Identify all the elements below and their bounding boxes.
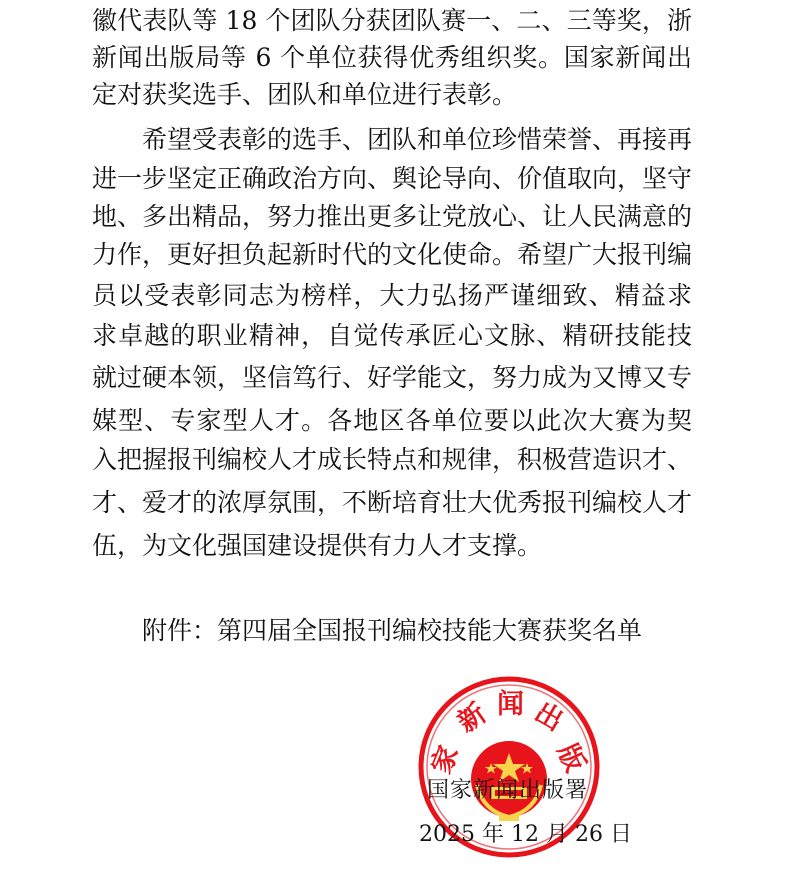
- body-line: 才、爱才的浓厚氛围，不断培育壮大优秀报刊编校人才: [92, 488, 692, 517]
- body-line: 地、多出精品，努力推出更多让党放心、让人民满意的: [92, 202, 692, 231]
- body-line: 伍，为文化强国建设提供有力人才支撑。: [92, 531, 543, 560]
- body-line: 力作，更好担负起新时代的文化使命。希望广大报刊编: [92, 240, 692, 269]
- body-line: 媒型、专家型人才。各地区各单位要以此次大赛为契: [92, 406, 692, 435]
- svg-text:家: 家: [425, 741, 465, 779]
- body-line: 进一步坚定正确政治方向、舆论导向、价值取向，坚守: [92, 164, 692, 193]
- body-line: 新闻出版局等 6 个单位获得优秀组织奖。国家新闻出: [92, 43, 692, 72]
- body-line: 求卓越的职业精神，自觉传承匠心文脉、精研技能技: [92, 321, 692, 350]
- body-line: 定对获奖选手、团队和单位进行表彰。: [92, 80, 518, 109]
- body-line: 入把握报刊编校人才成长特点和规律，积极营造识才、: [92, 445, 692, 474]
- svg-text:闻: 闻: [497, 689, 524, 720]
- body-line: 员以受表彰同志为榜样，大力弘扬严谨细致、精益求: [92, 281, 692, 310]
- issue-date: 2025 年 12 月 26 日: [419, 822, 632, 847]
- issuing-organization: 国家新闻出版署: [427, 778, 589, 803]
- attachment-line: 附件：第四届全国报刊编校技能大赛获奖名单: [142, 616, 643, 645]
- svg-text:出: 出: [529, 697, 568, 738]
- body-line: 徽代表队等 18 个团队分获团队赛一、二、三等奖，浙: [92, 6, 692, 35]
- svg-text:新: 新: [452, 697, 493, 739]
- body-line: 希望受表彰的选手、团队和单位珍惜荣誉、再接再: [142, 125, 692, 154]
- svg-text:版: 版: [551, 739, 591, 777]
- body-line: 就过硬本领，坚信笃行、好学能文，努力成为又博又专: [92, 363, 692, 392]
